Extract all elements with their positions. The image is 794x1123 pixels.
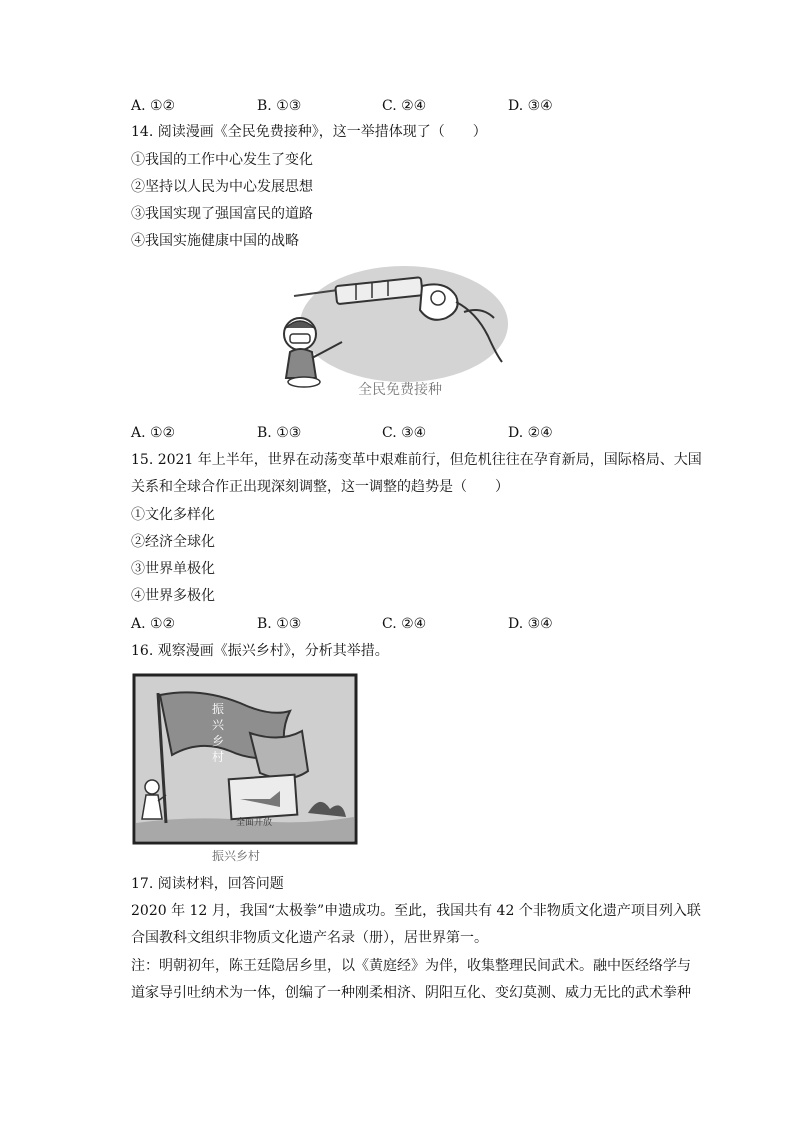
rural-revitalization-cartoon (132, 673, 358, 865)
q15-item-3: ③世界单极化 (131, 561, 215, 577)
flag-char-4: 村 (212, 750, 225, 764)
q13-option-b[interactable]: B. ①③ (257, 98, 302, 114)
q14-stem: 14. 阅读漫画《全民免费接种》，这一举措体现了（ ） (131, 124, 487, 140)
q15-item-1: ①文化多样化 (131, 507, 215, 523)
q15-item-2: ②经济全球化 (131, 534, 215, 550)
q13-option-c[interactable]: C. ②④ (382, 98, 427, 114)
q14-image-caption: 全民免费接种 (358, 382, 442, 398)
q13-option-d[interactable]: D. ③④ (508, 98, 553, 114)
q14-option-b[interactable]: B. ①③ (257, 425, 302, 441)
q15-option-b[interactable]: B. ①③ (257, 616, 302, 632)
q15-item-4: ④世界多极化 (131, 588, 215, 604)
flag-char-3: 乡 (212, 734, 225, 748)
q17-paragraph-line-2: 合国教科文组织非物质文化遗产名录（册），居世界第一。 (131, 930, 488, 946)
q17-note-line-2: 道家导引吐纳术为一体，创编了一种刚柔相济、阴阳互化、变幻莫测、威力无比的武术拳种 (131, 985, 691, 1001)
q14-item-2: ②坚持以人民为中心发展思想 (131, 179, 313, 195)
q16-stem: 16. 观察漫画《振兴乡村》，分析其举措。 (131, 643, 389, 659)
q17-paragraph-line-1: 2020 年 12 月，我国“太极拳”申遗成功。至此，我国共有 42 个非物质文化遗产项目列入联 (131, 903, 701, 919)
q14-item-4: ④我国实施健康中国的战略 (131, 233, 299, 249)
q15-options-row (131, 614, 651, 634)
q15-stem-line-2: 关系和全球合作正出现深刻调整，这一调整的趋势是（ ） (131, 479, 509, 495)
sign-text: 全面开放 (236, 818, 273, 828)
q14-option-d[interactable]: D. ②④ (508, 425, 553, 441)
q17-stem: 17. 阅读材料，回答问题 (131, 876, 284, 892)
q13-option-a[interactable]: A. ①② (131, 98, 176, 114)
q15-stem-line-1: 15. 2021 年上半年，世界在动荡变革中艰难前行，但危机往往在孕育新局，国际格局、大国 (131, 452, 702, 468)
q15-option-a[interactable]: A. ①② (131, 616, 176, 632)
q17-note-line-1: 注：明朝初年，陈王廷隐居乡里，以《黄庭经》为伴，收集整理民间武术。融中医经络学与 (131, 958, 691, 974)
vaccination-cartoon (276, 262, 520, 408)
q13-options-row (131, 96, 651, 116)
q15-option-c[interactable]: C. ②④ (382, 616, 427, 632)
q14-item-3: ③我国实现了强国富民的道路 (131, 206, 313, 222)
flag-char-1: 振 (212, 702, 225, 716)
q15-option-d[interactable]: D. ③④ (508, 616, 553, 632)
q14-options-row (131, 423, 651, 443)
q14-option-c[interactable]: C. ③④ (382, 425, 427, 441)
q16-image-caption: 振兴乡村 (212, 849, 261, 863)
q14-item-1: ①我国的工作中心发生了变化 (131, 152, 313, 168)
flag-char-2: 兴 (212, 718, 225, 732)
q14-option-a[interactable]: A. ①② (131, 425, 176, 441)
